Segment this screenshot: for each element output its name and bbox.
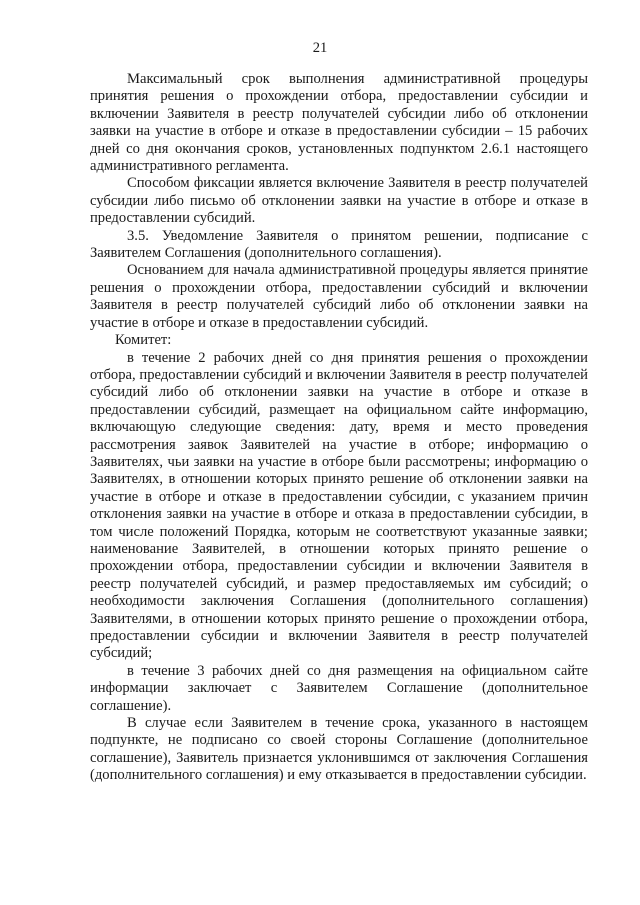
paragraph-fixation-method: Способом фиксации является включение Заявителя в реестр получателей субсидии либо письмо об отклонении заявки на участие в отборе и отказе в предоставлении субсидий.	[90, 175, 588, 227]
paragraph-procedure-basis: Основанием для начала административной процедуры является принятие решения о прохождении отбора, предоставлении субсидий и включении Заявителя в реестр получателей субсидий либо об отклонении заявки на участие в отборе и отказе в предоставлении субсидий.	[90, 262, 588, 331]
paragraph-within-2-days: в течение 2 рабочих дней со дня принятия решения о прохождении отбора, предоставлении субсидий и включении Заявителя в реестр получателей субсидий либо об отклонении заявки на участие в отборе и отказе в предоставлении субсидий, размещает на официальном сайте информацию, включающую следующие сведения: дату, время и место проведения рассмотрения заявок Заявителей на участие в отборе; информацию о Заявителях, чьи заявки на участие в отборе были рассмотрены; информацию о Заявителях, в отношении которых принято решение об отклонении заявки на участие в отборе и отказе в предоставлении субсидии, с указанием причин отклонения заявки на участие в отборе и отказа в предоставлении субсидии, в том числе положений Порядка, которым не соответствуют указанные заявки; наименование Заявителей, в отношении которых принято решение о прохождении отбора, предоставлении субсидии и включении Заявителя в реестр получателей субсидий, и размер предоставляемых им субсидий; о необходимости заключения Соглашения (дополнительного соглашения) Заявителями, в отношении которых принято решение о прохождении отбора, предоставлении субсидии и включении Заявителя в реестр получателей субсидий;	[90, 349, 588, 662]
page-number: 21	[312, 40, 328, 56]
paragraph-committee: Комитет:	[115, 332, 172, 349]
paragraph-unsigned-agreement: В случае если Заявителем в течение срока, указанного в настоящем подпункте, не подписано со своей стороны Соглашение (дополнительное соглашение), Заявитель признается уклонившимся от заключения Соглашения (дополнительного соглашения) и ему отказывается в предоставлении субсидии.	[90, 715, 588, 784]
paragraph-section-3-5-heading: 3.5. Уведомление Заявителя о принятом решении, подписание с Заявителем Соглашения (дополнительного соглашения).	[90, 227, 588, 262]
paragraph-within-3-days: в течение 3 рабочих дней со дня размещения на официальном сайте информации заключает с Заявителем Соглашение (дополнительное соглашение).	[90, 662, 588, 714]
paragraph-max-term: Максимальный срок выполнения административной процедуры принятия решения о прохождении отбора, предоставлении субсидии и включении Заявителя в реестр получателей субсидии либо об отклонении заявки на участие в отборе и отказе в предоставлении субсидии – 15 рабочих дней со дня окончания сроков, установленных подпунктом 2.6.1 настоящего административного регламента.	[90, 71, 588, 175]
document-body	[90, 71, 588, 785]
